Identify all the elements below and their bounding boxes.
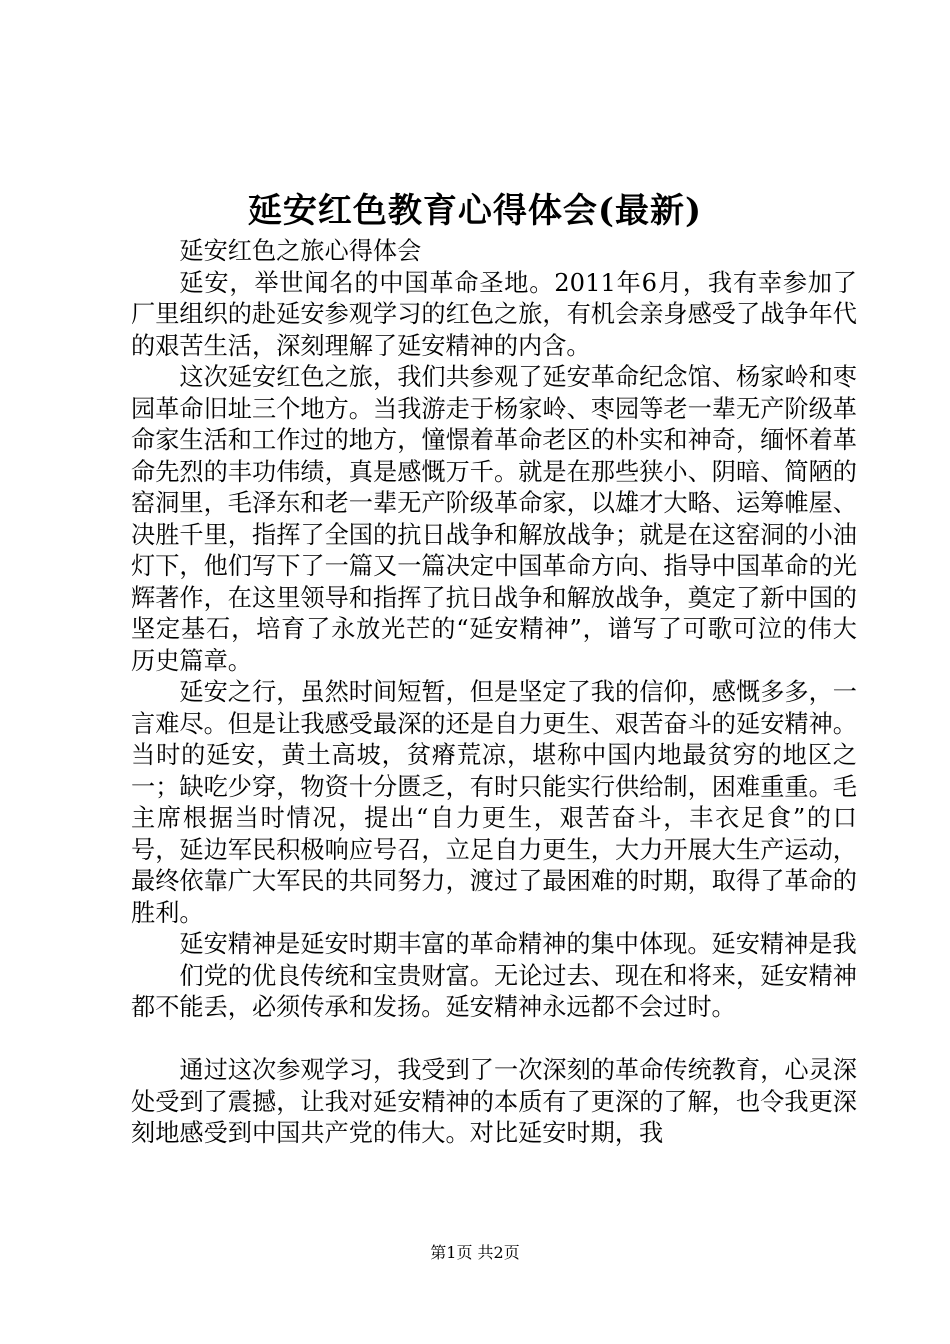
body-paragraph: 通过这次参观学习，我受到了一次深刻的革命传统教育，心灵深处受到了震撼，让我对延安精神的本质有了更深的了解，也令我更深刻地感受到中国共产党的伟大。对比延安时期，我 — [131, 1056, 857, 1147]
body-paragraph: 这次延安红色之旅，我们共参观了延安革命纪念馆、杨家岭和枣园革命旧址三个地方。当我游走于杨家岭、枣园等老一辈无产阶级革命家生活和工作过的地方，憧憬着革命老区的朴实和神奇，缅怀着革命先烈的丰功伟绩，真是感慨万千。就是在那些狭小、阴暗、简陋的窑洞里，毛泽东和老一辈无产阶级革命家，以雄才大略、运筹帷屋、决胜千里，指挥了全国的抗日战争和解放战争；就是在这窑洞的小油灯下，他们写下了一篇又一篇决定中国革命方向、指导中国革命的光辉著作，在这里领导和指挥了抗日战争和解放战争，奠定了新中国的坚定基石，培育了永放光芒的“延安精神”，谱写了可歌可泣的伟大历史篇章。 — [131, 363, 857, 675]
document-body — [131, 236, 857, 1150]
body-paragraph: 们党的优良传统和宝贵财富。无论过去、现在和将来，延安精神都不能丢，必须传承和发扬。延安精神永远都不会过时。 — [131, 961, 857, 1021]
body-paragraph: 延安精神是延安时期丰富的革命精神的集中体现。延安精神是我 — [179, 930, 857, 958]
body-paragraph: 延安之行，虽然时间短暂，但是坚定了我的信仰，感慨多多，一言难尽。但是让我感受最深的还是自力更生、艰苦奋斗的延安精神。当时的延安，黄土高坡，贫瘠荒凉，堪称中国内地最贫穷的地区之一；缺吃少穿，物资十分匮乏，有时只能实行供给制，困难重重。毛主席根据当时情况，提出“自力更生，艰苦奋斗，丰衣足食”的口号，延边军民积极响应号召，立足自力更生，大力开展大生产运动，最终依靠广大军民的共同努力，渡过了最困难的时期，取得了革命的胜利。 — [131, 678, 857, 927]
page-number-footer: 第1页 共2页 — [430, 1243, 520, 1262]
subtitle-paragraph: 延安红色之旅心得体会 — [179, 237, 422, 265]
body-paragraph: 延安，举世闻名的中国革命圣地。2011年6月，我有幸参加了厂里组织的赴延安参观学习的红色之旅，有机会亲身感受了战争年代的艰苦生活，深刻理解了延安精神的内含。 — [131, 268, 857, 360]
document-title: 延安红色教育心得体会(最新) — [247, 191, 703, 231]
